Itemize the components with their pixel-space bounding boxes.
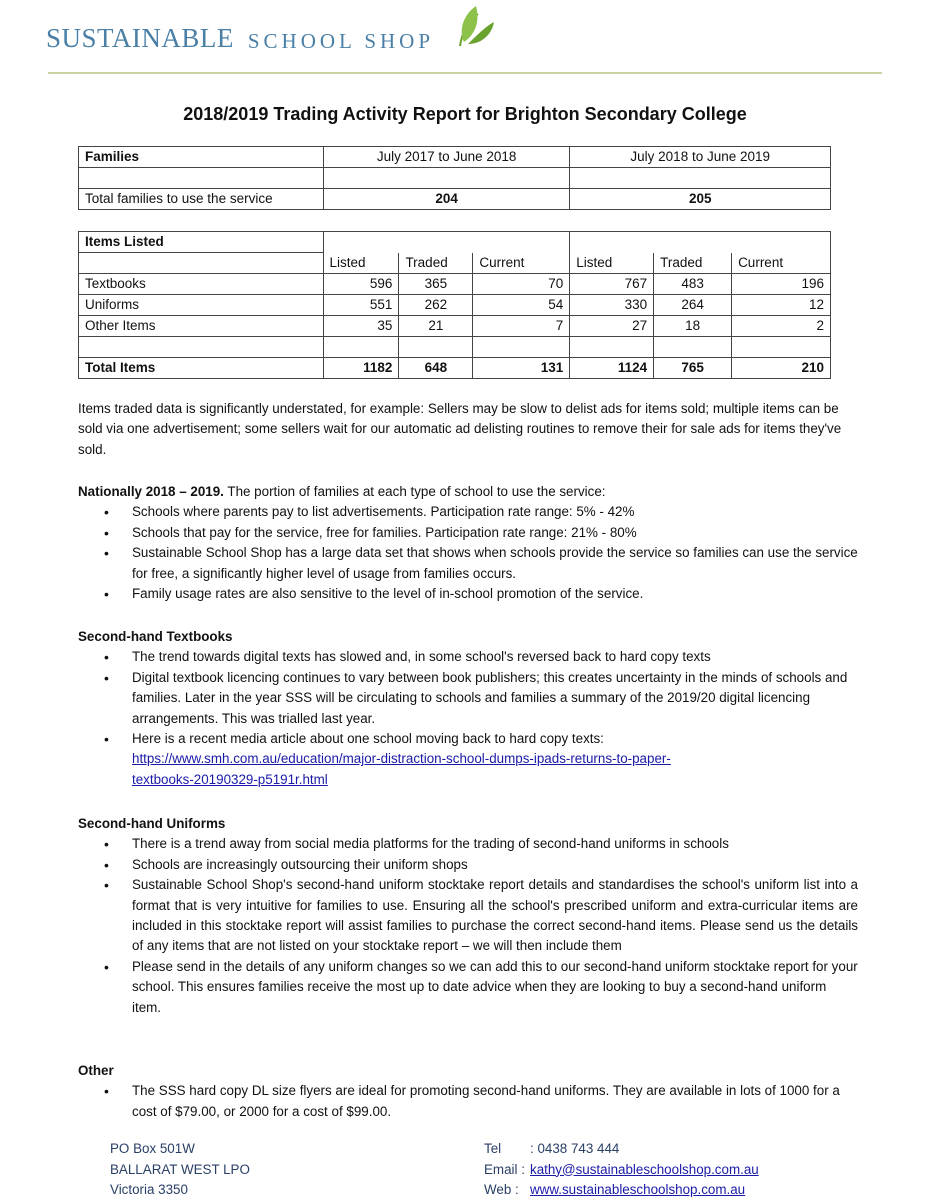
cell: 35 [323,316,399,337]
web-line: Web : www.sustainableschoolshop.com.au [484,1182,746,1197]
section-heading: Nationally 2018 – 2019. The portion of families at each type of school to use the service: [78,484,606,499]
section-textbooks [78,627,858,790]
list-item: • Schools are increasingly outsourcing their uniform shops [78,855,858,875]
cell: 70 [473,274,570,295]
list-item: • Sustainable School Shop has a large data set that shows when schools provide the service so families can use the service for free, a significantly higher level of usage from families occurs. [78,543,858,584]
row-label: Textbooks [79,274,324,295]
section-heading: Second-hand Uniforms [78,816,226,831]
table-row [79,274,831,295]
total-cell: 210 [732,358,831,379]
article-link[interactable]: https://www.smh.com.au/education/major-distraction-school-dumps-ipads-returns-to-paper- textbooks-20190329-p5191r.html [132,751,671,787]
column-header: Traded [654,253,732,274]
footer-address [110,1139,250,1201]
total-families-label: Total families to use the service [79,189,324,210]
list-item: • Sustainable School Shop's second-hand uniform stocktake report details and standardises the school's uniform list into a format that is very intuitive for families to use. Ensuring all the school's prescribed uniform and extra-curricular items are included in this stocktake report will assist families to purchase the correct second-hand items. Please send us the details of any items that are not listed on your stocktake report – we will then include them [78,875,858,957]
row-label: Uniforms [79,295,324,316]
bullet-list [78,1081,858,1122]
list-item: • Schools where parents pay to list advertisements. Participation rate range: 5% - 42% [78,502,858,522]
address-line: BALLARAT WEST LPO [110,1161,250,1177]
table-row [79,337,831,358]
cell: 21 [399,316,473,337]
website-link[interactable]: www.sustainableschoolshop.com.au [530,1182,746,1197]
cell: 483 [654,274,732,295]
families-table [78,146,831,210]
header-rule [48,72,882,74]
list-item: • Schools that pay for the service, free for families. Participation rate range: 21% - 80% [78,523,858,543]
section-national [78,482,858,604]
section-heading: Second-hand Textbooks [78,629,233,644]
period-1-header: July 2017 to June 2018 [323,147,570,168]
email-line: Email : kathy@sustainableschoolshop.com.au [484,1161,759,1177]
items-table [78,231,831,379]
brand-main-text: SUSTAINABLE [46,23,234,53]
table-row [79,316,831,337]
brand-logo [46,20,434,54]
list-item: • Digital textbook licencing continues to vary between book publishers; this creates uncertainty in the minds of schools and families. Later in the year SSS will be circulating to schools and families a summary of the 2019/20 digital licencing arrangements. This was trialled last year. [78,668,858,729]
row-label: Other Items [79,316,324,337]
families-header: Families [79,147,324,168]
period-2-header: July 2018 to June 2019 [570,147,831,168]
total-families-value-1: 204 [323,189,570,210]
cell: 767 [570,274,654,295]
cell: 330 [570,295,654,316]
cell: 596 [323,274,399,295]
total-cell: 648 [399,358,473,379]
total-cell: 131 [473,358,570,379]
table-row [79,295,831,316]
total-families-value-2: 205 [570,189,831,210]
cell: 18 [654,316,732,337]
table-row [79,358,831,379]
report-title: 2018/2019 Trading Activity Report for Brighton Secondary College [183,104,747,124]
data-note: Items traded data is significantly understated, for example: Sellers may be slow to delist ads for items sold; multiple items can be sold via one advertisement; some sellers wait for our automatic ad delisting routines to remove their for sale ads for items they've sold. [78,401,842,457]
list-item: • The SSS hard copy DL size flyers are ideal for promoting second-hand uniforms. They are available in lots of 1000 for a cost of $79.00, or 2000 for a cost of $99.00. [78,1081,858,1122]
cell: 2 [732,316,831,337]
cell: 365 [399,274,473,295]
phone-line: Tel : 0438 743 444 [484,1141,620,1156]
items-header: Items Listed [79,232,324,253]
brand-sub-text: SCHOOL SHOP [247,29,435,53]
list-item: • Please send in the details of any uniform changes so we can add this to our second-hand uniform stocktake report for your school. This ensures families receive the most up to date advice when they are looking to buy a second-hand uniform item. [78,957,858,1018]
section-other [78,1061,858,1122]
cell: 264 [654,295,732,316]
cell: 7 [473,316,570,337]
list-item: • The trend towards digital texts has slowed and, in some school's reversed back to hard copy texts [78,647,858,667]
email-link[interactable]: kathy@sustainableschoolshop.com.au [530,1161,759,1177]
total-cell: 1182 [323,358,399,379]
leaf-icon [454,2,496,48]
list-item: • Family usage rates are also sensitive to the level of in-school promotion of the service. [78,584,858,604]
cell: 196 [732,274,831,295]
bullet-list [78,834,858,1018]
bullet-list [78,647,858,790]
address-line: PO Box 501W [110,1141,195,1156]
list-item: • There is a trend away from social media platforms for the trading of second-hand uniforms in schools [78,834,858,854]
column-header: Current [473,253,570,274]
total-cell: 765 [654,358,732,379]
section-heading: Other [78,1063,114,1078]
column-header: Listed [570,253,654,274]
address-line: Victoria 3350 [110,1182,188,1197]
table-row [79,147,831,168]
cell: 551 [323,295,399,316]
column-header: Current [732,253,831,274]
total-cell: 1124 [570,358,654,379]
column-header: Traded [399,253,473,274]
list-item: • Here is a recent media article about one school moving back to hard copy texts: https://www.smh.com.au/education/major-distraction-school-dumps-ipads-returns-to-paper- textbooks-20190329-p5191r.html [78,729,858,790]
bullet-list [78,502,858,604]
table-row [79,232,831,253]
cell: 12 [732,295,831,316]
cell: 262 [399,295,473,316]
table-row [79,189,831,210]
cell: 54 [473,295,570,316]
column-header: Listed [323,253,399,274]
section-uniforms [78,814,858,1018]
footer-contact [484,1139,759,1201]
total-items-label: Total Items [79,358,324,379]
cell: 27 [570,316,654,337]
table-row [79,253,831,274]
table-row [79,168,831,189]
